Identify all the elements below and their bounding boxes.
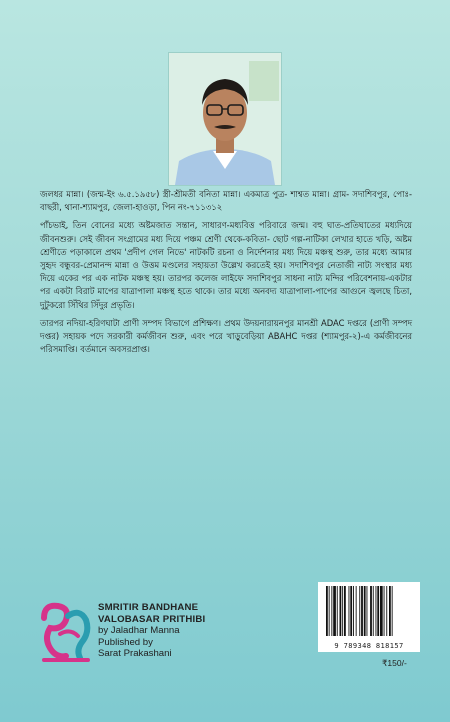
book-title-line1: SMRITIR BANDHANE — [98, 602, 199, 613]
book-author: by Jaladhar Manna — [98, 625, 180, 637]
author-bio — [40, 188, 412, 361]
price: ₹150/- — [382, 658, 407, 668]
book-publisher: Sarat Prakashani — [98, 648, 172, 660]
published-by-label: Published by — [98, 636, 153, 648]
bio-paragraph: পাঁচভাই, তিন বোনের মধ্যে অষ্টমজাত সন্তান, সাধারণ-মধ্যবিত্ত পরিবারে জন্ম। বহু ঘাত-প্রতিঘাতের মধ্যদিয়ে জীবনশুরু। সেই জীবন সংগ্রামের মধ্য দিয়ে পঞ্চম শ্রেণী থেকে-কবিতা- ছোট গল্প-নাটিকা লেখার হাতে খড়ি, অষ্টম শ্রেণীতে পড়াকালে প্রথম 'প্রদীপ গেল নিভে' নাটকটি রচনা ও নির্দেশনার মধ্য দিয়ে মঞ্চস্থ শুরু, তার মধ্যে আমার সুহৃদ বন্ধুবর-প্রেমানন্দ মান্না ও উত্তম মণ্ডলের সহায়তা উল্লেখ করতেই হয়। সদাশিবপুর নেতাজী নাট্য সংস্থার মধ্য দিয়ে একের পর এক নাটক মঞ্চস্থ হয়। তারপর কলেজ লাইফে সদাশিবপুর সাধনা নাট্য মন্দির পরিবেশনায়-একটার পর একটা বিরাট মাপের যাত্রাপালা মঞ্চস্থ হতে থাকে। তার মধ্যে অনবদ্য যাত্রাপালা-পাপের আগুনে জ্বলছে চিতা, দুটুকরো সিঁথির সিঁদুর প্রভৃতি। — [40, 220, 412, 310]
barcode — [318, 582, 420, 652]
bio-paragraph: তারপর নদিয়া-হরিণঘাটা প্রাণী সম্পদ বিভাগে প্রশিক্ষণ। প্রথম উদয়নারায়নপুর মানশ্রী ADAC দপ্তরে (প্রাণী সম্পদ দপ্তর) সহায়ক পদে সরকারী কর্মজীবন শুরু, এবং পরে খাড়ুবেড়িয়া ABAHC দপ্তর (শ্যামপুর-২)-এ কর্মজীবনের পরিসমাপ্তি। বর্তমানে অবসরপ্রাপ্ত। — [40, 317, 412, 355]
publisher-logo — [40, 598, 92, 664]
author-photo — [168, 52, 282, 186]
book-title-line2: VALOBASAR PRITHIBI — [98, 613, 206, 625]
barcode-bars — [324, 586, 414, 636]
book-info — [98, 602, 298, 660]
bio-paragraph: জলধর মান্না। (জন্ম-ইং ৬.৫.১৯৫৮) স্ত্রী-শ্রীমতী বনিতা মান্না। একমাত্র পুত্র- শাশ্বত মান্না। গ্রাম- সদাশিবপুর, পোঃ-বাছরী, থানা-শ্যামপুর, জেলা-হাওড়া, পিন নং-৭১১৩১২ — [40, 189, 412, 213]
barcode-number: 9 789348 818157 — [334, 642, 404, 650]
